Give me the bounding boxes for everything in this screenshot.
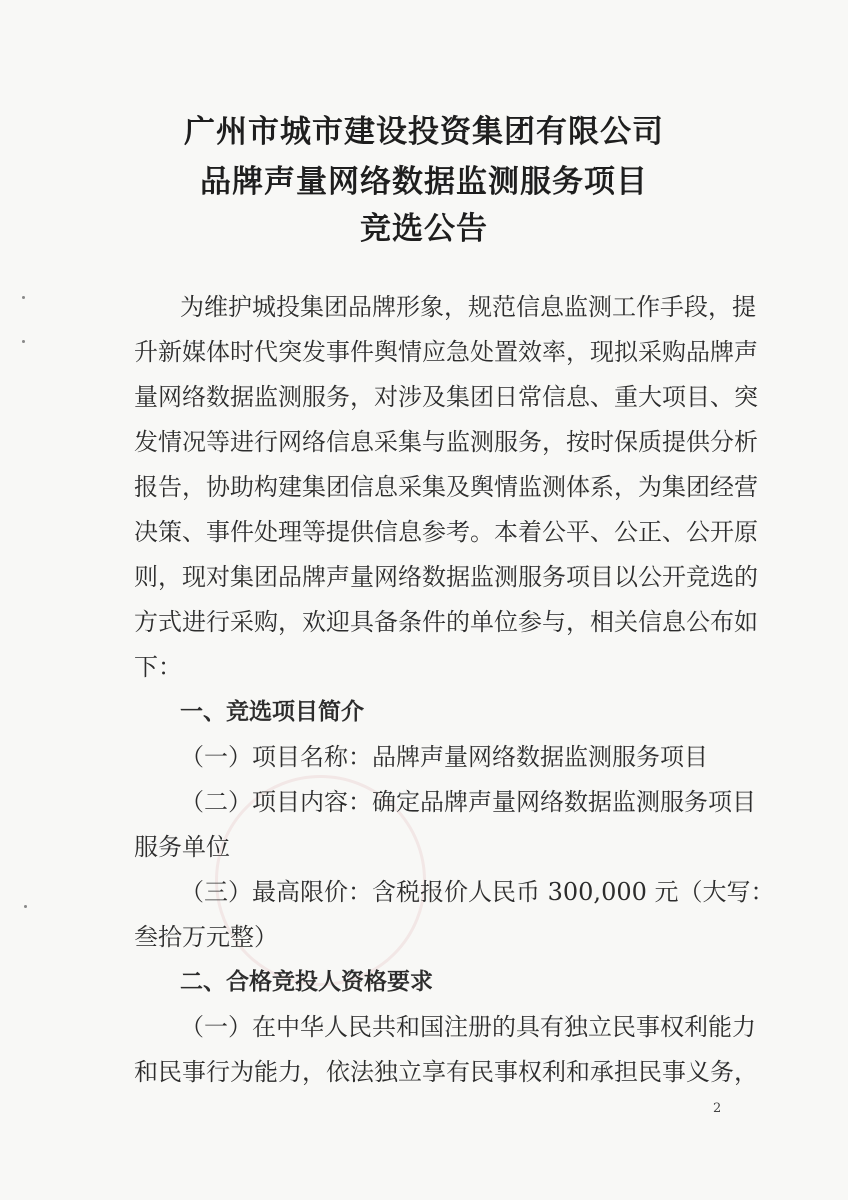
section-item-continued: 和民事行为能力，依法独立享有民事权利和承担民事义务， [134, 1058, 758, 1086]
title-line-2: 品牌声量网络数据监测服务项目 [200, 164, 648, 200]
intro-line: 方式进行采购，欢迎具备条件的单位参与，相关信息公布如 [134, 608, 758, 636]
section-item-continued: 服务单位 [134, 833, 230, 861]
scan-speck [22, 296, 25, 299]
intro-line: 决策、事件处理等提供信息参考。本着公平、公正、公开原 [134, 518, 758, 546]
section-item: （二）项目内容：确定品牌声量网络数据监测服务项目 [180, 788, 756, 816]
section-item: （一）在中华人民共和国注册的具有独立民事权利能力 [180, 1013, 756, 1041]
title-line-3: 竞选公告 [360, 211, 488, 247]
scan-speck [24, 905, 27, 908]
intro-line: 则，现对集团品牌声量网络数据监测服务项目以公开竞选的 [134, 563, 758, 591]
page-number: 2 [713, 1101, 722, 1116]
intro-line: 升新媒体时代突发事件舆情应急处置效率，现拟采购品牌声 [134, 338, 758, 366]
scan-speck [22, 340, 25, 343]
intro-line: 报告，协助构建集团信息采集及舆情监测体系，为集团经营 [134, 473, 758, 501]
title-line-1: 广州市城市建设投资集团有限公司 [184, 114, 664, 150]
section-item-continued: 叁拾万元整） [134, 923, 278, 951]
intro-line: 量网络数据监测服务，对涉及集团日常信息、重大项目、突 [134, 383, 758, 411]
intro-line: 为维护城投集团品牌形象，规范信息监测工作手段，提 [180, 293, 756, 321]
section-heading: 二、合格竞投人资格要求 [180, 969, 433, 995]
intro-line: 下： [134, 653, 182, 681]
section-item: （一）项目名称：品牌声量网络数据监测服务项目 [180, 743, 708, 771]
section-item: （三）最高限价：含税报价人民币 300,000 元（大写： [180, 878, 775, 906]
section-heading: 一、竞选项目简介 [180, 699, 364, 725]
intro-line: 发情况等进行网络信息采集与监测服务，按时保质提供分析 [134, 428, 758, 456]
